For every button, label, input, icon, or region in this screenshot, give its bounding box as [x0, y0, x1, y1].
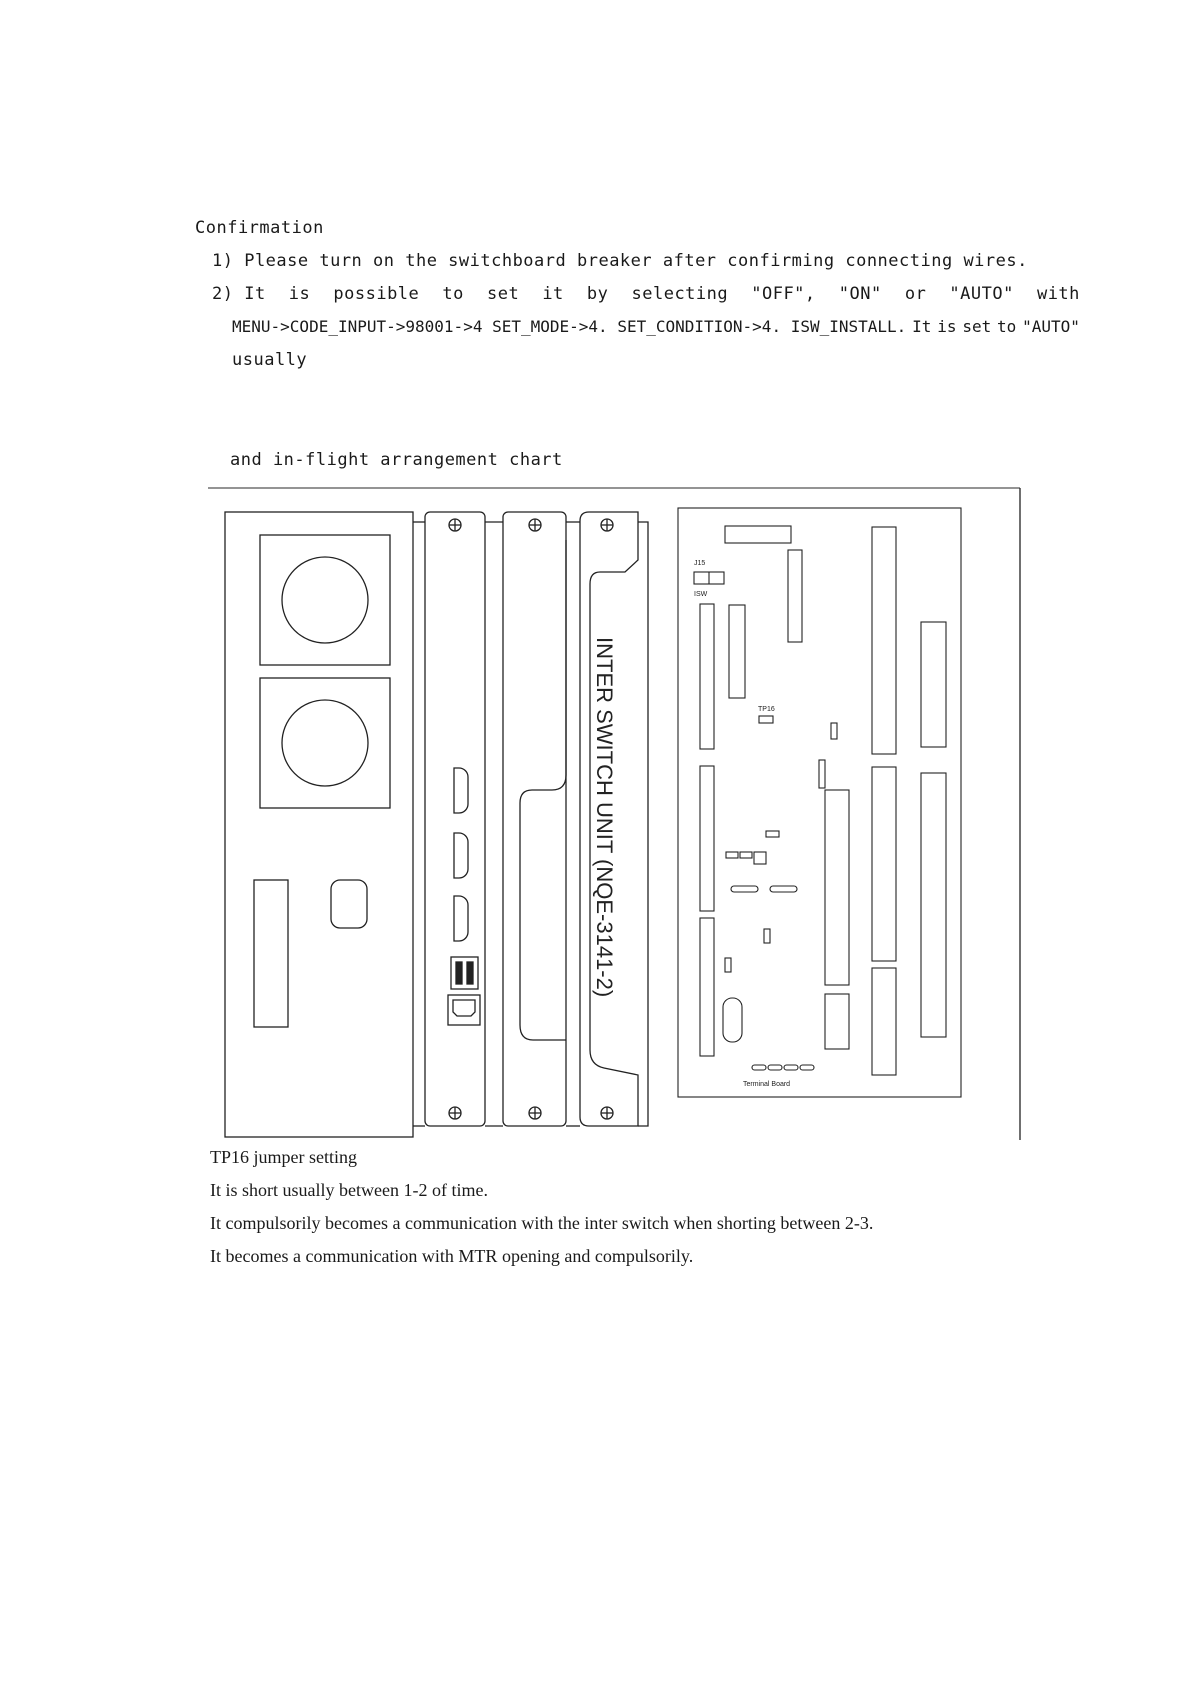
- board-edge-connector: [700, 766, 714, 911]
- board-long-connector: [825, 790, 849, 985]
- word: it: [542, 284, 564, 304]
- board-long-connector: [921, 773, 946, 1037]
- word: set: [486, 284, 520, 304]
- word: It: [912, 317, 932, 336]
- tp16-jumper: [759, 716, 773, 723]
- vent-lower-circle: [282, 700, 368, 786]
- terminal-pin: [784, 1065, 798, 1070]
- word: set: [962, 317, 992, 336]
- board-component: [766, 831, 779, 837]
- board-long-connector: [872, 968, 896, 1075]
- usb-ports: [451, 957, 478, 989]
- word: is: [937, 317, 957, 336]
- board-header-connector: [725, 526, 791, 543]
- word: 2) It: [212, 284, 266, 304]
- isw-label: ISW: [694, 591, 708, 598]
- word: "AUTO": [949, 284, 1014, 304]
- board-component: [770, 886, 797, 892]
- board-component: [754, 852, 766, 864]
- board-component: [725, 958, 731, 972]
- word: to: [997, 317, 1017, 336]
- board-component: [819, 760, 825, 788]
- terminal-board-label: Terminal Board: [743, 1081, 791, 1088]
- board-vertical-ic: [729, 605, 745, 698]
- board-vertical-ic: [788, 550, 802, 642]
- word: is: [288, 284, 311, 304]
- confirmation-step-2-line-3: usually: [232, 350, 308, 370]
- vent-lower-frame: [260, 678, 390, 808]
- board-long-connector: [921, 622, 946, 747]
- jumper-title: TP16 jumper setting: [210, 1147, 357, 1167]
- board-component: [726, 852, 738, 858]
- board-long-connector: [872, 767, 896, 961]
- vent-upper-frame: [260, 535, 390, 665]
- tp16-label: TP16: [758, 706, 775, 713]
- word: selecting: [631, 284, 729, 304]
- unit-panel: [566, 512, 648, 1126]
- board-component: [831, 723, 837, 739]
- unit-label: INTER SWITCH UNIT (NQE-3141-2): [592, 637, 617, 998]
- panel-label-slot: [254, 880, 288, 1027]
- board-component: [764, 929, 770, 943]
- word: to: [442, 284, 464, 304]
- dsub-connector-2: [454, 833, 468, 878]
- board-oval-component: [723, 998, 742, 1042]
- word: "OFF",: [751, 284, 816, 304]
- confirmation-title: Confirmation: [195, 218, 324, 238]
- word: with: [1036, 284, 1080, 304]
- menu-path: MENU->CODE_INPUT->98001->4 SET_MODE->4. SET_CONDITION->4. ISW_INSTALL.: [232, 317, 907, 336]
- word: by: [586, 284, 609, 304]
- confirmation-step-1: 1) Please turn on the switchboard breaker after confirming connecting wires.: [212, 251, 1028, 271]
- board-long-connector: [872, 527, 896, 754]
- dsub-connector-3: [454, 896, 468, 941]
- blank-panel: [485, 512, 566, 1126]
- jumper-line-3: It becomes a communication with MTR opening and compulsorily.: [210, 1246, 694, 1266]
- chart-heading: and in-flight arrangement chart: [230, 450, 563, 470]
- circuit-board: [678, 508, 961, 1097]
- word: or: [904, 284, 927, 304]
- panel-indicator: [331, 880, 367, 928]
- terminal-pin: [768, 1065, 782, 1070]
- word: possible: [333, 284, 420, 304]
- board-component: [731, 886, 758, 892]
- left-panel: [225, 512, 413, 1137]
- board-edge-connector: [700, 604, 714, 749]
- connector-panel: [413, 512, 485, 1126]
- terminal-pin: [752, 1065, 766, 1070]
- vent-upper-circle: [282, 557, 368, 643]
- dsub-connector-1: [454, 768, 468, 813]
- board-component-block: [825, 994, 849, 1049]
- word: "ON": [838, 284, 882, 304]
- word: "AUTO": [1022, 317, 1080, 336]
- terminal-pin: [800, 1065, 814, 1070]
- jumper-line-1: It is short usually between 1-2 of time.: [210, 1180, 488, 1200]
- j15-label: J15: [694, 560, 706, 567]
- board-edge-connector: [700, 918, 714, 1056]
- board-component: [740, 852, 752, 858]
- jumper-line-2: It compulsorily becomes a communication with the inter switch when shorting between 2-3.: [210, 1213, 874, 1233]
